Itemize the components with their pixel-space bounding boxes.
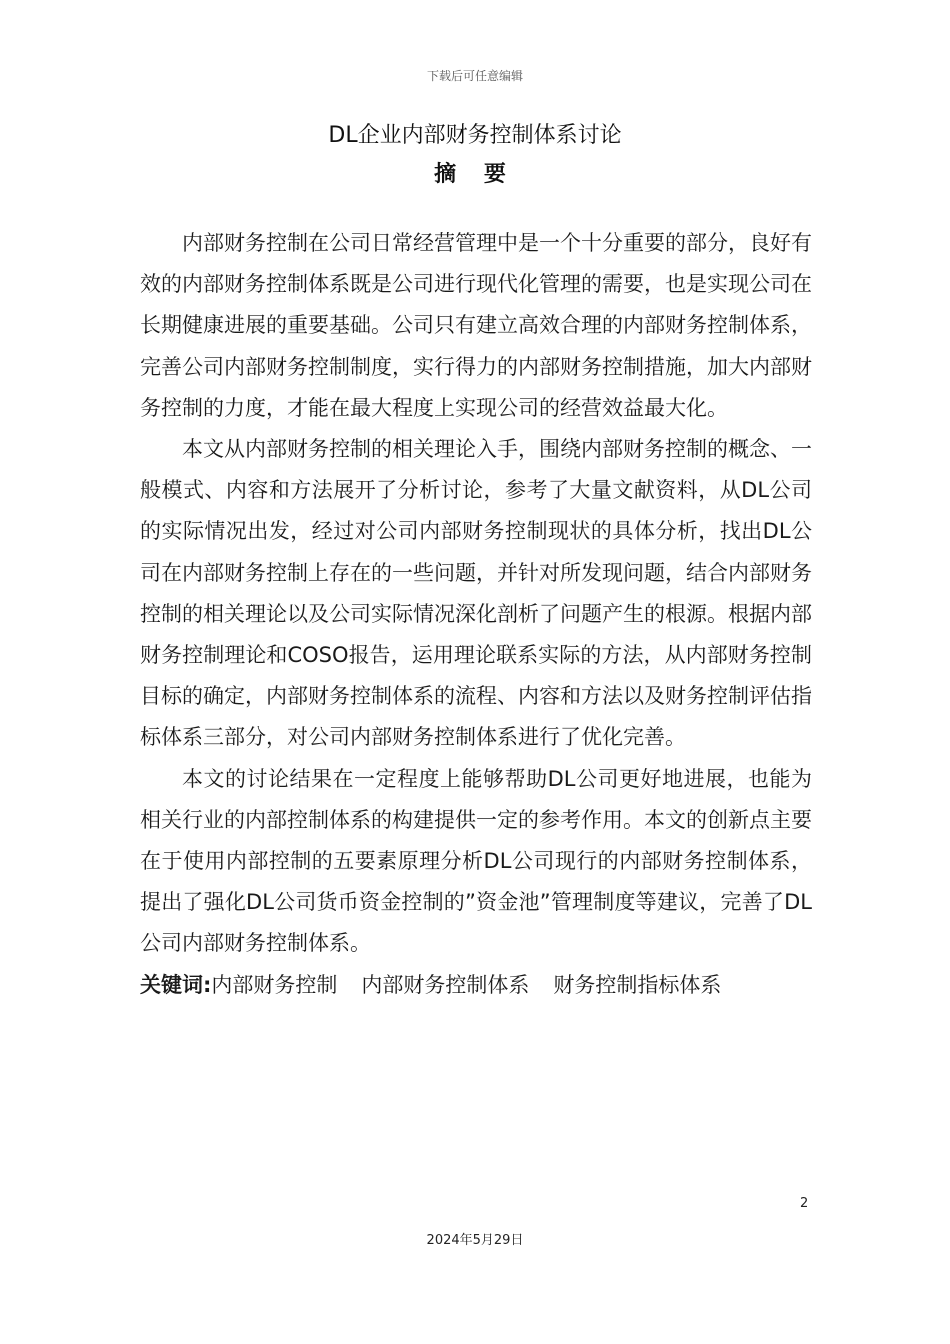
header-note: 下载后可任意编辑 [426,69,523,83]
keywords-label: 关键词: [140,972,212,997]
footer-date: 2024年5月29日 [426,1233,524,1248]
keyword-item: 内部财务控制 [211,972,338,997]
abstract-paragraph-2: 本文从内部财务控制的相关理论入手，围绕内部财务控制的概念、一般模式、内容和方法展开了分析讨论，参考了大量文献资料，从DL公司的实际情况出发，经过对公司内部财务控制现状的具体分析，找出DL公司在内部财务控制上存在的一些问题，并针对所发现问题，结合内部财务控制的相关理论以及公司实际情况深化剖析了问题产生的根源。根据内部财务控制理论和COSO报告，运用理论联系实际的方法，从内部财务控制目标的确定，内部财务控制体系的流程、内容和方法以及财务控制评估指标体系三部分，对公司内部财务控制体系进行了优化完善。 [140,437,812,750]
abstract-paragraph-1: 内部财务控制在公司日常经营管理中是一个十分重要的部分，良好有效的内部财务控制体系既是公司进行现代化管理的需要，也是实现公司在长期健康进展的重要基础。公司只有建立高效合理的内部财务控制体系，完善公司内部财务控制制度，实行得力的内部财务控制措施，加大内部财务控制的力度，才能在最大程度上实现公司的经营效益最大化。 [140,231,812,420]
abstract-heading: 摘 要 [434,162,516,187]
keyword-item: 财务控制指标体系 [553,972,722,997]
abstract-body [140,223,812,1006]
document-title: DL企业内部财务控制体系讨论 [328,123,622,148]
page-number: 2 [800,1196,809,1211]
keyword-item: 内部财务控制体系 [361,972,530,997]
abstract-paragraph-3: 本文的讨论结果在一定程度上能够帮助DL公司更好地进展，也能为相关行业的内部控制体系的构建提供一定的参考作用。本文的创新点主要在于使用内部控制的五要素原理分析DL公司现行的内部财务控制体系，提出了强化DL公司货币资金控制的”资金池”管理制度等建议，完善了DL公司内部财务控制体系。 [140,766,812,956]
keywords-line [140,965,812,1006]
